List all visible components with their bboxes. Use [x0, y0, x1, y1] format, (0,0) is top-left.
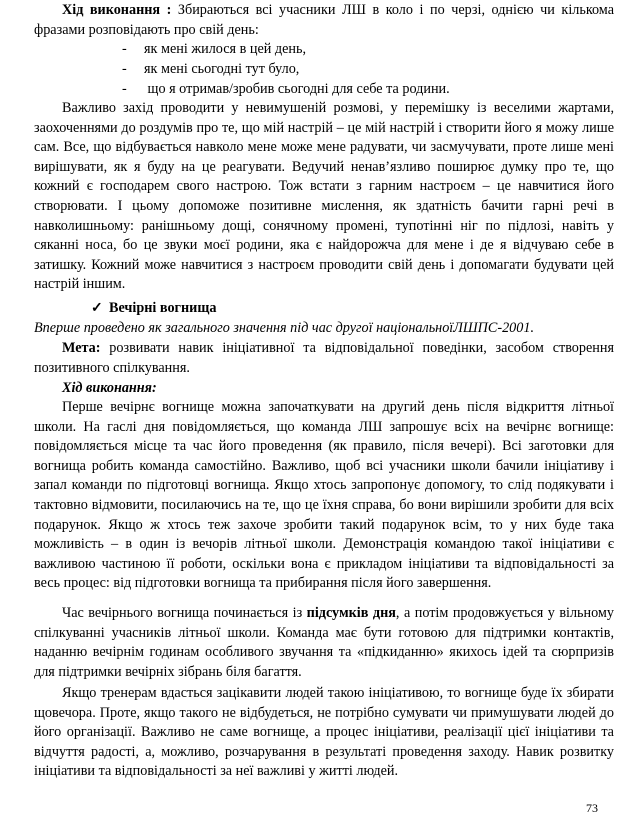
procedure-label: Хід виконання : [62, 2, 172, 18]
goal-paragraph [34, 339, 614, 378]
mood-paragraph: Важливо захід проводити у невимушеній розмові, у перемішку із веселими жартами, заохоченнями до роздумів про те, що мій настрій – це мій настрій і створити його я можу лише сам. Все, що відбувається навколо мене може мене радувати, чи засмучувати, проте лише мені вирішувати, як я буду на це реагувати. Ведучий ненав’язливо поширює думку про те, що кожний є господарем свого настрою. Тож встати з гарним настроєм – це навчитися його створювати. І цьому допоможе позитивне мислення, як здатність бачити гарні речі в навколишньому: ранішньому дощі, сонячному промені, тупотінні ніг по підлозі, навіть у сяканні носа, бо це звуки моєї родини, яка є найдорожча для мене і де я відчуваю себе в затишку. Кожний може навчитися з настроєм проводити свій день і допомагати будувати цей настрій іншим. [34, 100, 614, 293]
steps-heading: Хід виконання: [62, 380, 157, 396]
goal-label: Мета: [62, 340, 101, 356]
list-item-text: що я отримав/зробив сьогодні для себе та родини. [144, 81, 450, 97]
campfire-paragraph: Перше вечірнє вогнище можна започаткувати на другий день після відкриття літньої школи. На гаслі дня повідомляється, що команда ЛШ запрошує всіх на вечірнє вогнище: повідомляється місце та час його проведення (як правило, після вечері). Всі заготовки для вогнища робить команда самостійно. Важливо, щоб всі учасники школи бачили ініціативу і запал команди по підготовці вогнища. Якщо хтось запропонує допомогу, то слід подякувати і тактовно відмовити, посилаючись на те, що це їхня справа, бо вони вирішили зробити для всіх подарунок. Якщо ж хтось теж захоче зробити такий подарунок всім, то у них буде така можливість – в один із вечорів літньої школи. Демонстрація командою такої ініціативи є важливою частиною її роботи, оскільки вона є прикладом ініціативи та відповідальності за весь процес: від підготовки вогнища та прибирання після його завершення. [34, 399, 614, 592]
evening-text-start: Час вечірнього вогнища починається із [62, 605, 307, 621]
page-number: 73 [586, 801, 598, 815]
initiative-paragraph: Якщо тренерам вдасться зацікавити людей такою ініціативою, то вогнище буде їх збирати щовечора. Проте, якщо такого не відбудеться, не потрібно сумувати чи примушувати людей до його організації. Важливо не саме вогнище, а процес ініціативи, реалізації цієї ініціативи та відчуття радості, а, можливо, розчарування в результаті проведення заходу. Навик розвитку ініціативи та відповідальності за неї важливі у житті людей. [34, 685, 614, 780]
list-item [122, 40, 306, 60]
list-item-text: як мені сьогодні тут було, [144, 61, 300, 77]
list-item [122, 60, 299, 80]
procedure-text: Збираються всі учасники ЛШ в коло і по черзі, однією чи кількома фразами розповідають про свій день: [34, 2, 614, 38]
section-heading [91, 299, 216, 319]
evening-text-bold: підсумків дня [306, 605, 396, 621]
section-title: Вечірні вогнища [109, 300, 217, 316]
evening-text-end: , а потім продовжується у вільному спілкуванні учасників літньої школи. Команда має бути готовою для підтримки контактів, наданню вечірнім годинам особливого звучання та «підкиданню» якихось ідей та сюрпризів для підтримки вечірніх зібрань біля багаття. [34, 605, 615, 680]
list-item-text: як мені жилося в цей день, [144, 41, 307, 57]
goal-text: розвивати навик ініціативної та відповідальної поведінки, засобом створення позитивного спілкування. [34, 340, 614, 376]
list-dash: - [122, 81, 127, 97]
italic-note: Вперше проведено як загального значення під час другої національноїЛШПС-2001. [34, 320, 534, 336]
intro-paragraph [34, 1, 614, 40]
list-item [122, 80, 450, 100]
list-dash: - [122, 41, 127, 57]
evening-paragraph [34, 604, 614, 682]
list-dash: - [122, 61, 127, 77]
checkmark-icon: ✓ [91, 300, 103, 316]
